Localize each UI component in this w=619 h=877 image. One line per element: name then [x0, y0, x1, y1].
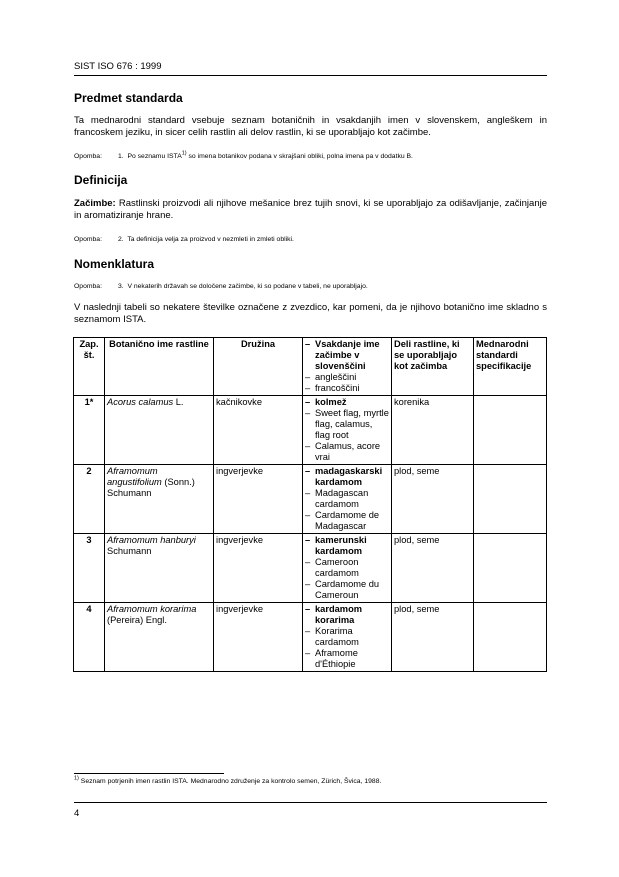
cell-family: ingverjevke	[214, 465, 303, 534]
cell-no: 1*	[74, 396, 105, 465]
page-number: 4	[74, 808, 80, 819]
name-english: – Sweet flag, myrtle flag, calamus, flag root	[305, 408, 389, 441]
table-row	[74, 396, 547, 465]
cell-family: kačnikovke	[214, 396, 303, 465]
botanical-name: Aframomum hanburyi	[107, 535, 196, 545]
cell-plant-parts: korenika	[392, 396, 474, 465]
note-2-number: 2.	[118, 236, 124, 243]
note-1-text-post: so imena botanikov podana v skrajšani obliki, polna imena pa v dodatku B.	[188, 153, 413, 160]
footnote-text: Seznam potrjenih imen rastlin ISTA. Mednarodno združenje za kontrolo semen, Zürich, Švica, 1988.	[80, 778, 382, 785]
cell-no: 4	[74, 603, 105, 672]
name-slovenian: – kamerunski kardamom	[305, 535, 389, 557]
botanical-author: (Sonn.) Schumann	[107, 477, 195, 498]
name-french: – Calamus, acore vrai	[305, 441, 389, 463]
botanical-name: Acorus calamus	[107, 397, 174, 407]
document-code: SIST ISO 676 : 1999	[74, 61, 162, 72]
header-parts: Deli rastline, ki se uporabljajo kot začimba	[392, 338, 474, 396]
definition-paragraph	[74, 198, 547, 221]
note-2-text: Ta definicija velja za proizvod v nezmleti in zmleti obliki.	[127, 236, 294, 243]
name-slovenian: – madagaskarski kardamom	[305, 466, 389, 488]
note-3-text: V nekaterih državah se določene začimbe, ki so podane v tabeli, ne uporabljajo.	[127, 283, 368, 290]
botanical-name: Aframomum korarima	[107, 604, 197, 614]
header-family: Družina	[214, 338, 303, 396]
note-3	[74, 282, 547, 291]
table-row	[74, 534, 547, 603]
table-body	[74, 396, 547, 672]
note-2-label: Opomba:	[74, 236, 102, 243]
header-rule	[74, 75, 547, 76]
definition-term: Začimbe:	[74, 198, 116, 209]
cell-plant-parts: plod, seme	[392, 603, 474, 672]
scope-heading: Predmet standarda	[74, 91, 183, 105]
header-common-en: – angleščini	[305, 372, 389, 383]
table-header-row	[74, 338, 547, 396]
cell-botanical	[105, 534, 214, 603]
header-common-fr: – francoščini	[305, 383, 389, 394]
nomenclature-intro: V naslednji tabeli so nekatere številke označene z zvezdico, kar pomeni, da je njihovo botanično ime skladno s seznamom ISTA.	[74, 302, 547, 325]
footnote-marker: 1)	[74, 775, 79, 782]
note-1	[74, 152, 547, 161]
cell-botanical	[105, 465, 214, 534]
botanical-author: L.	[173, 397, 184, 407]
cell-common-names	[303, 465, 392, 534]
cell-standards	[474, 603, 547, 672]
table-row	[74, 465, 547, 534]
cell-standards	[474, 534, 547, 603]
cell-plant-parts: plod, seme	[392, 534, 474, 603]
name-slovenian: – kardamom korarima	[305, 604, 389, 626]
cell-common-names	[303, 603, 392, 672]
footer-rule	[74, 802, 547, 803]
note-3-number: 3.	[118, 283, 124, 290]
name-french: – Cardamome du Cameroun	[305, 579, 389, 601]
cell-no: 3	[74, 534, 105, 603]
cell-botanical	[105, 603, 214, 672]
definition-text: Rastlinski proizvodi ali njihove mešanice brez tujih snovi, ki se uporabljajo za odišavljanje, začinjanje in aromatiziranje hrane.	[74, 198, 547, 221]
cell-common-names	[303, 534, 392, 603]
table-row	[74, 603, 547, 672]
footnote-rule	[74, 773, 224, 774]
nomenclature-heading: Nomenklatura	[74, 257, 155, 271]
cell-plant-parts: plod, seme	[392, 465, 474, 534]
cell-no: 2	[74, 465, 105, 534]
cell-standards	[474, 396, 547, 465]
spice-nomenclature-table	[73, 337, 547, 672]
cell-family: ingverjevke	[214, 603, 303, 672]
cell-family: ingverjevke	[214, 534, 303, 603]
name-english: – Korarima cardamom	[305, 626, 389, 648]
note-1-number: 1.	[118, 153, 124, 160]
cell-standards	[474, 465, 547, 534]
botanical-name: Aframomum angustifolium	[107, 466, 162, 487]
botanical-author: Schumann	[107, 546, 152, 556]
scope-paragraph: Ta mednarodni standard vsebuje seznam botaničnih in vsakdanjih imen v slovenskem, angleškem in francoskem jeziku, in sicer celih rastlin ali delov rastlin, ki se uporabljajo kot začimbe.	[74, 115, 547, 138]
header-botanical: Botanično ime rastline	[105, 338, 214, 396]
header-no: Zap. št.	[74, 338, 105, 396]
note-2	[74, 235, 547, 244]
note-1-footnote-ref: 1)	[181, 150, 187, 157]
name-french: – Cardamome de Madagascar	[305, 510, 389, 532]
note-1-text-pre: Po seznamu ISTA	[127, 153, 182, 160]
note-1-label: Opomba:	[74, 153, 102, 160]
botanical-author: (Pereira) Engl.	[107, 615, 167, 625]
name-french: – Aframome d'Éthiopie	[305, 648, 389, 670]
name-slovenian: – kolmež	[305, 397, 389, 408]
footnote	[74, 775, 382, 785]
cell-botanical	[105, 396, 214, 465]
definitions-heading: Definicija	[74, 173, 128, 187]
header-common	[303, 338, 392, 396]
name-english: – Madagascan cardamom	[305, 488, 389, 510]
name-english: – Cameroon cardamom	[305, 557, 389, 579]
header-standards: Mednarodni standardi specifikacije	[474, 338, 547, 396]
note-3-label: Opomba:	[74, 283, 102, 290]
header-common-sl: – Vsakdanje ime začimbe v slovenščini	[305, 339, 389, 372]
cell-common-names	[303, 396, 392, 465]
